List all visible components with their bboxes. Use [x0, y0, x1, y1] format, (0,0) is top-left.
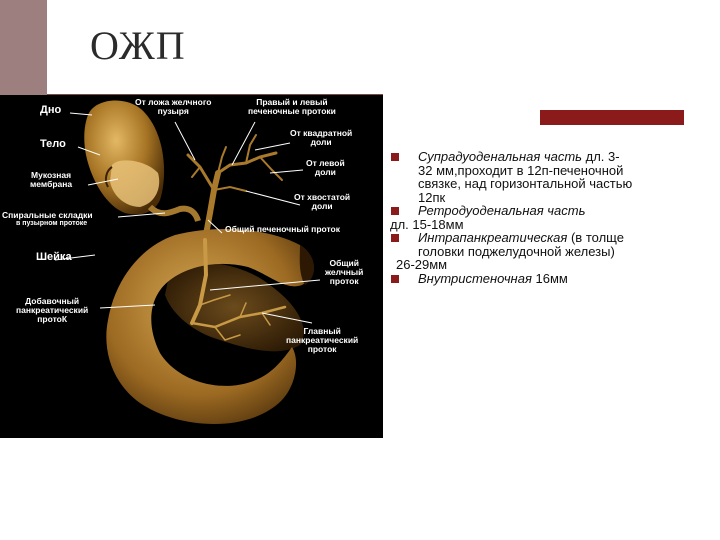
label-caudate-line1: От хвостатой [294, 192, 351, 202]
item1-line4: 12пк [418, 189, 446, 205]
bullet-icon [391, 153, 399, 161]
item4-text: 16мм [531, 270, 568, 286]
label-accessory-line1: Добавочный [25, 296, 80, 306]
label-common-bile-duct [325, 259, 363, 286]
label-cbd-line3: проток [329, 275, 359, 286]
label-accessory-pancreatic-duct [16, 297, 88, 324]
item1-line3: связке, над горизонтальной частью [418, 176, 633, 191]
label-hepatic-line1: Правый и левый [256, 97, 328, 107]
list-item-retroduodenal [386, 204, 686, 218]
bullet-icon [391, 234, 399, 242]
item3-line2: головки поджелудочной железы) [418, 243, 615, 259]
label-quadrate-line1: От квадратной [290, 128, 353, 138]
label-gb-bed-line1: От ложа желчного [135, 97, 212, 107]
list-item-intramural [386, 272, 686, 286]
label-gb-bed [135, 98, 211, 116]
label-mucosa-line2: мембрана [30, 178, 73, 189]
item1-line2: 32 мм,проходит в 12п-печеночной [418, 162, 624, 178]
label-caudate-line2: доли [311, 200, 333, 211]
label-gb-bed-line2: пузыря [157, 105, 189, 116]
label-left-lobe-line2: доли [314, 166, 336, 177]
label-mucosa-line1: Мукозная [31, 170, 72, 180]
label-hepatic-ducts [248, 98, 336, 116]
label-main-pancr-line1: Главный [303, 326, 341, 336]
item1-title: Супрадуоденальная часть [418, 149, 583, 164]
item3-text: (в толще [567, 230, 624, 245]
item3-title: Интрапанкреатическая [418, 230, 568, 245]
label-quadrate-lobe [290, 129, 352, 147]
list-item-intrapancreatic [386, 231, 686, 258]
item1-text: дл. 3- [582, 149, 620, 164]
accent-bar [540, 110, 684, 125]
label-accessory-line3: протоК [37, 313, 68, 324]
label-left-lobe [306, 159, 345, 177]
item2-continuation: дл. 15-18мм [390, 216, 464, 232]
label-left-lobe-line1: От левой [306, 158, 345, 168]
slide-title: ОЖП [90, 23, 186, 68]
label-cbd-line2: желчный [325, 266, 364, 277]
label-hepatic-line2: печеночные протоки [248, 105, 336, 116]
label-accessory-line2: панкреатический [16, 304, 89, 315]
anatomy-figure [0, 95, 383, 438]
label-spiral-line1: Спиральные складки [2, 210, 93, 220]
list-item-supraduodenal [386, 150, 686, 204]
item2-title: Ретродуоденальная часть [418, 203, 586, 218]
label-caudate-lobe [294, 193, 350, 211]
label-common-hepatic-duct: Общий печеночный проток [225, 224, 340, 234]
bullet-icon [391, 275, 399, 283]
label-main-pancr-line3: проток [307, 343, 337, 354]
label-main-pancreatic-duct [286, 327, 358, 354]
label-quadrate-line2: доли [310, 136, 332, 147]
item3-continuation: 26-29мм [396, 257, 448, 272]
label-main-pancr-line2: панкреатический [286, 334, 359, 345]
slide-side-bar [0, 0, 47, 95]
label-body: Тело [40, 138, 66, 150]
label-spiral-folds [2, 211, 93, 227]
label-spiral-line2: в пузырном протоке [16, 219, 88, 227]
label-cbd-line1: Общий [329, 258, 359, 268]
label-mucosa [30, 171, 72, 189]
item4-title: Внутристеночная [418, 270, 532, 286]
label-neck: Шейка [36, 251, 72, 263]
label-fundus: Дно [40, 104, 62, 116]
bullet-list [386, 150, 686, 285]
bullet-icon [391, 207, 399, 215]
